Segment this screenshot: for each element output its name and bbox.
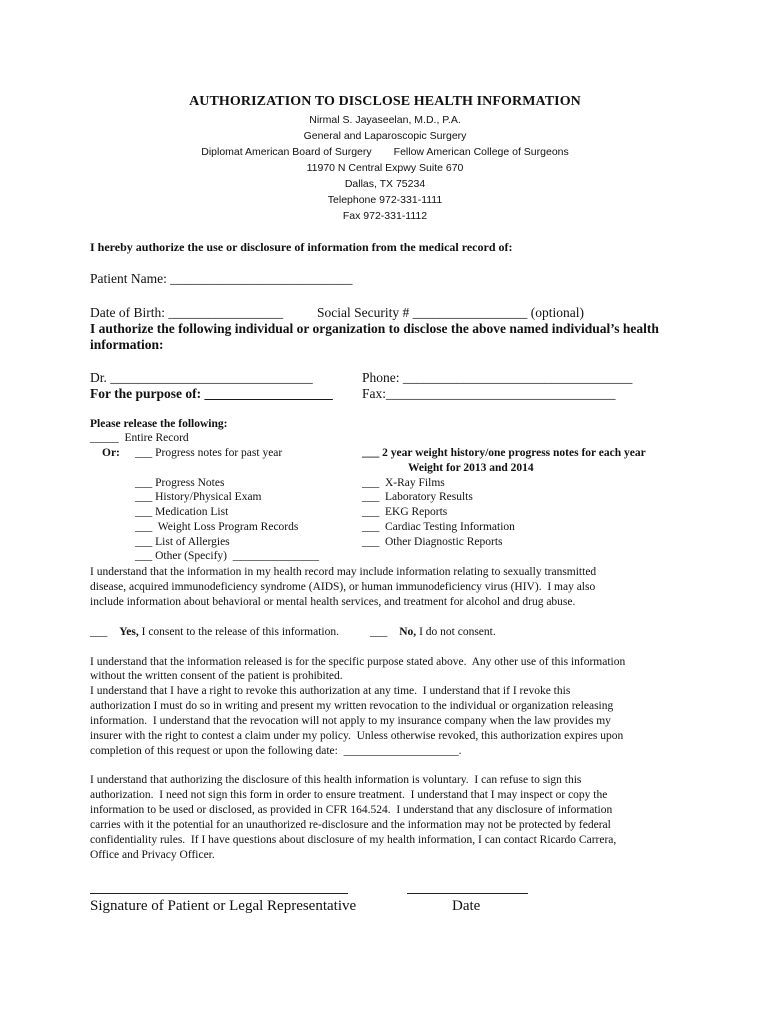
practice-address: 11970 N Central Expwy Suite 670 — [306, 162, 464, 174]
practice-specialty: General and Laparoscopic Surgery — [303, 130, 467, 142]
release-option-weight-loss[interactable]: ___ Weight Loss Program Records — [135, 521, 299, 533]
expiration-date-field[interactable]: completion of this request or upon the following date: ____________________. — [90, 745, 462, 757]
authorize-following-line2: information: — [90, 337, 164, 352]
release-option-laboratory[interactable]: ___ Laboratory Results — [362, 491, 473, 503]
practice-city: Dallas, TX 75234 — [344, 178, 426, 190]
release-option-cardiac[interactable]: ___ Cardiac Testing Information — [362, 521, 515, 533]
release-option-xray[interactable]: ___ X-Ray Films — [362, 477, 445, 489]
date-line[interactable] — [407, 893, 528, 894]
release-heading: Please release the following: — [90, 418, 228, 430]
practice-telephone: Telephone 972-331-1111 — [327, 194, 443, 206]
revoke-text-line1: I understand that I have a right to revoke this authorization at any time. I understand that if I revoke this — [90, 685, 571, 697]
fax-field[interactable]: Fax:__________________________________ — [362, 386, 616, 401]
practice-name: Nirmal S. Jayaseelan, M.D., P.A. — [309, 114, 461, 126]
release-option-progress-past-year[interactable]: ___ Progress notes for past year — [135, 447, 283, 459]
date-of-birth-field[interactable]: Date of Birth: _________________ — [90, 305, 284, 320]
authorize-intro: I hereby authorize the use or disclosure of information from the medical record of: — [90, 240, 513, 254]
practice-fax: Fax 972-331-1112 — [342, 210, 428, 222]
patient-name-field[interactable]: Patient Name: ___________________________ — [90, 271, 353, 286]
consent-yes-blank[interactable]: ___ — [90, 626, 108, 638]
release-option-history-physical[interactable]: ___ History/Physical Exam — [135, 491, 262, 503]
release-option-weight-history[interactable]: ___ 2 year weight history/one progress notes for each year — [362, 447, 646, 459]
consent-yes-label: Yes, — [119, 626, 139, 638]
or-label: Or: — [102, 447, 120, 459]
revoke-text-line4: insurer with the right to contest a claim under my policy. Unless otherwise revoked, this authorization expires upon — [90, 730, 624, 742]
consent-no-text: I do not consent. — [419, 626, 496, 638]
voluntary-text-line2: authorization. I need not sign this form in order to ensure treatment. I understand that I may inspect or copy the — [90, 789, 608, 801]
social-security-field[interactable]: Social Security # _________________ (optional) — [317, 305, 584, 320]
release-option-other-diagnostic[interactable]: ___ Other Diagnostic Reports — [362, 536, 503, 548]
form-title: AUTHORIZATION TO DISCLOSE HEALTH INFORMATION — [189, 94, 581, 109]
fellow-certification: Fellow American College of Surgeons — [393, 146, 569, 158]
voluntary-text-line1: I understand that authorizing the disclosure of this health information is voluntary. I can refuse to sign this — [90, 774, 582, 786]
voluntary-text-line3: information to be used or disclosed, as provided in CFR 164.524. I understand that any disclosure of information — [90, 804, 613, 816]
consent-no-option[interactable] — [370, 626, 496, 638]
hiv-text-line1: I understand that the information in my health record may include information relating to sexually transmitted — [90, 566, 597, 578]
voluntary-text-line4: carries with it the potential for an unauthorized re-disclosure and the information may not be protected by federal — [90, 819, 611, 831]
release-option-other[interactable]: ___ Other (Specify) _______________ — [135, 550, 319, 562]
release-option-ekg[interactable]: ___ EKG Reports — [362, 506, 448, 518]
hiv-text-line2: disease, acquired immunodeficiency syndrome (AIDS), or human immunodeficiency virus (HIV). I may also — [90, 581, 596, 593]
revoke-text-line2: authorization I must do so in writing and present my written revocation to the individual or organization releasing — [90, 700, 614, 712]
date-label: Date — [452, 898, 481, 914]
entire-record-option[interactable]: _____ Entire Record — [90, 432, 189, 444]
purpose-text-line2: without the written consent of the patient is prohibited. — [90, 670, 343, 682]
board-certification: Diplomat American Board of Surgery — [201, 146, 372, 158]
consent-no-label: No, — [399, 626, 417, 638]
release-option-medication-list[interactable]: ___ Medication List — [135, 506, 229, 518]
practice-credentials — [0, 146, 770, 158]
consent-yes-text: I consent to the release of this information. — [141, 626, 339, 638]
purpose-text-line1: I understand that the information released is for the specific purpose stated above. Any other use of this information — [90, 656, 626, 668]
voluntary-text-line6: Office and Privacy Officer. — [90, 849, 215, 861]
revoke-text-line3: information. I understand that the revocation will not apply to my insurance company when the law provides my — [90, 715, 611, 727]
purpose-field[interactable]: For the purpose of: ___________________ — [90, 386, 333, 401]
consent-no-blank[interactable]: ___ — [370, 626, 388, 638]
doctor-field[interactable]: Dr. ______________________________ — [90, 370, 313, 385]
release-option-allergies[interactable]: ___ List of Allergies — [135, 536, 230, 548]
voluntary-text-line5: confidentiality rules. If I have questions about disclosure of my health information, I can contact Ricardo Carrera, — [90, 834, 617, 846]
weight-history-years: Weight for 2013 and 2014 — [408, 462, 534, 474]
consent-yes-option[interactable] — [90, 626, 339, 638]
hiv-text-line3: include information about behavioral or mental health services, and treatment for alcohol and drug abuse. — [90, 596, 576, 608]
authorize-following-line1: I authorize the following individual or organization to disclose the above named individual’s health — [90, 321, 659, 336]
phone-field[interactable]: Phone: __________________________________ — [362, 370, 633, 385]
signature-label: Signature of Patient or Legal Representative — [90, 898, 357, 914]
release-option-progress-notes[interactable]: ___ Progress Notes — [135, 477, 225, 489]
signature-line[interactable] — [90, 893, 348, 894]
